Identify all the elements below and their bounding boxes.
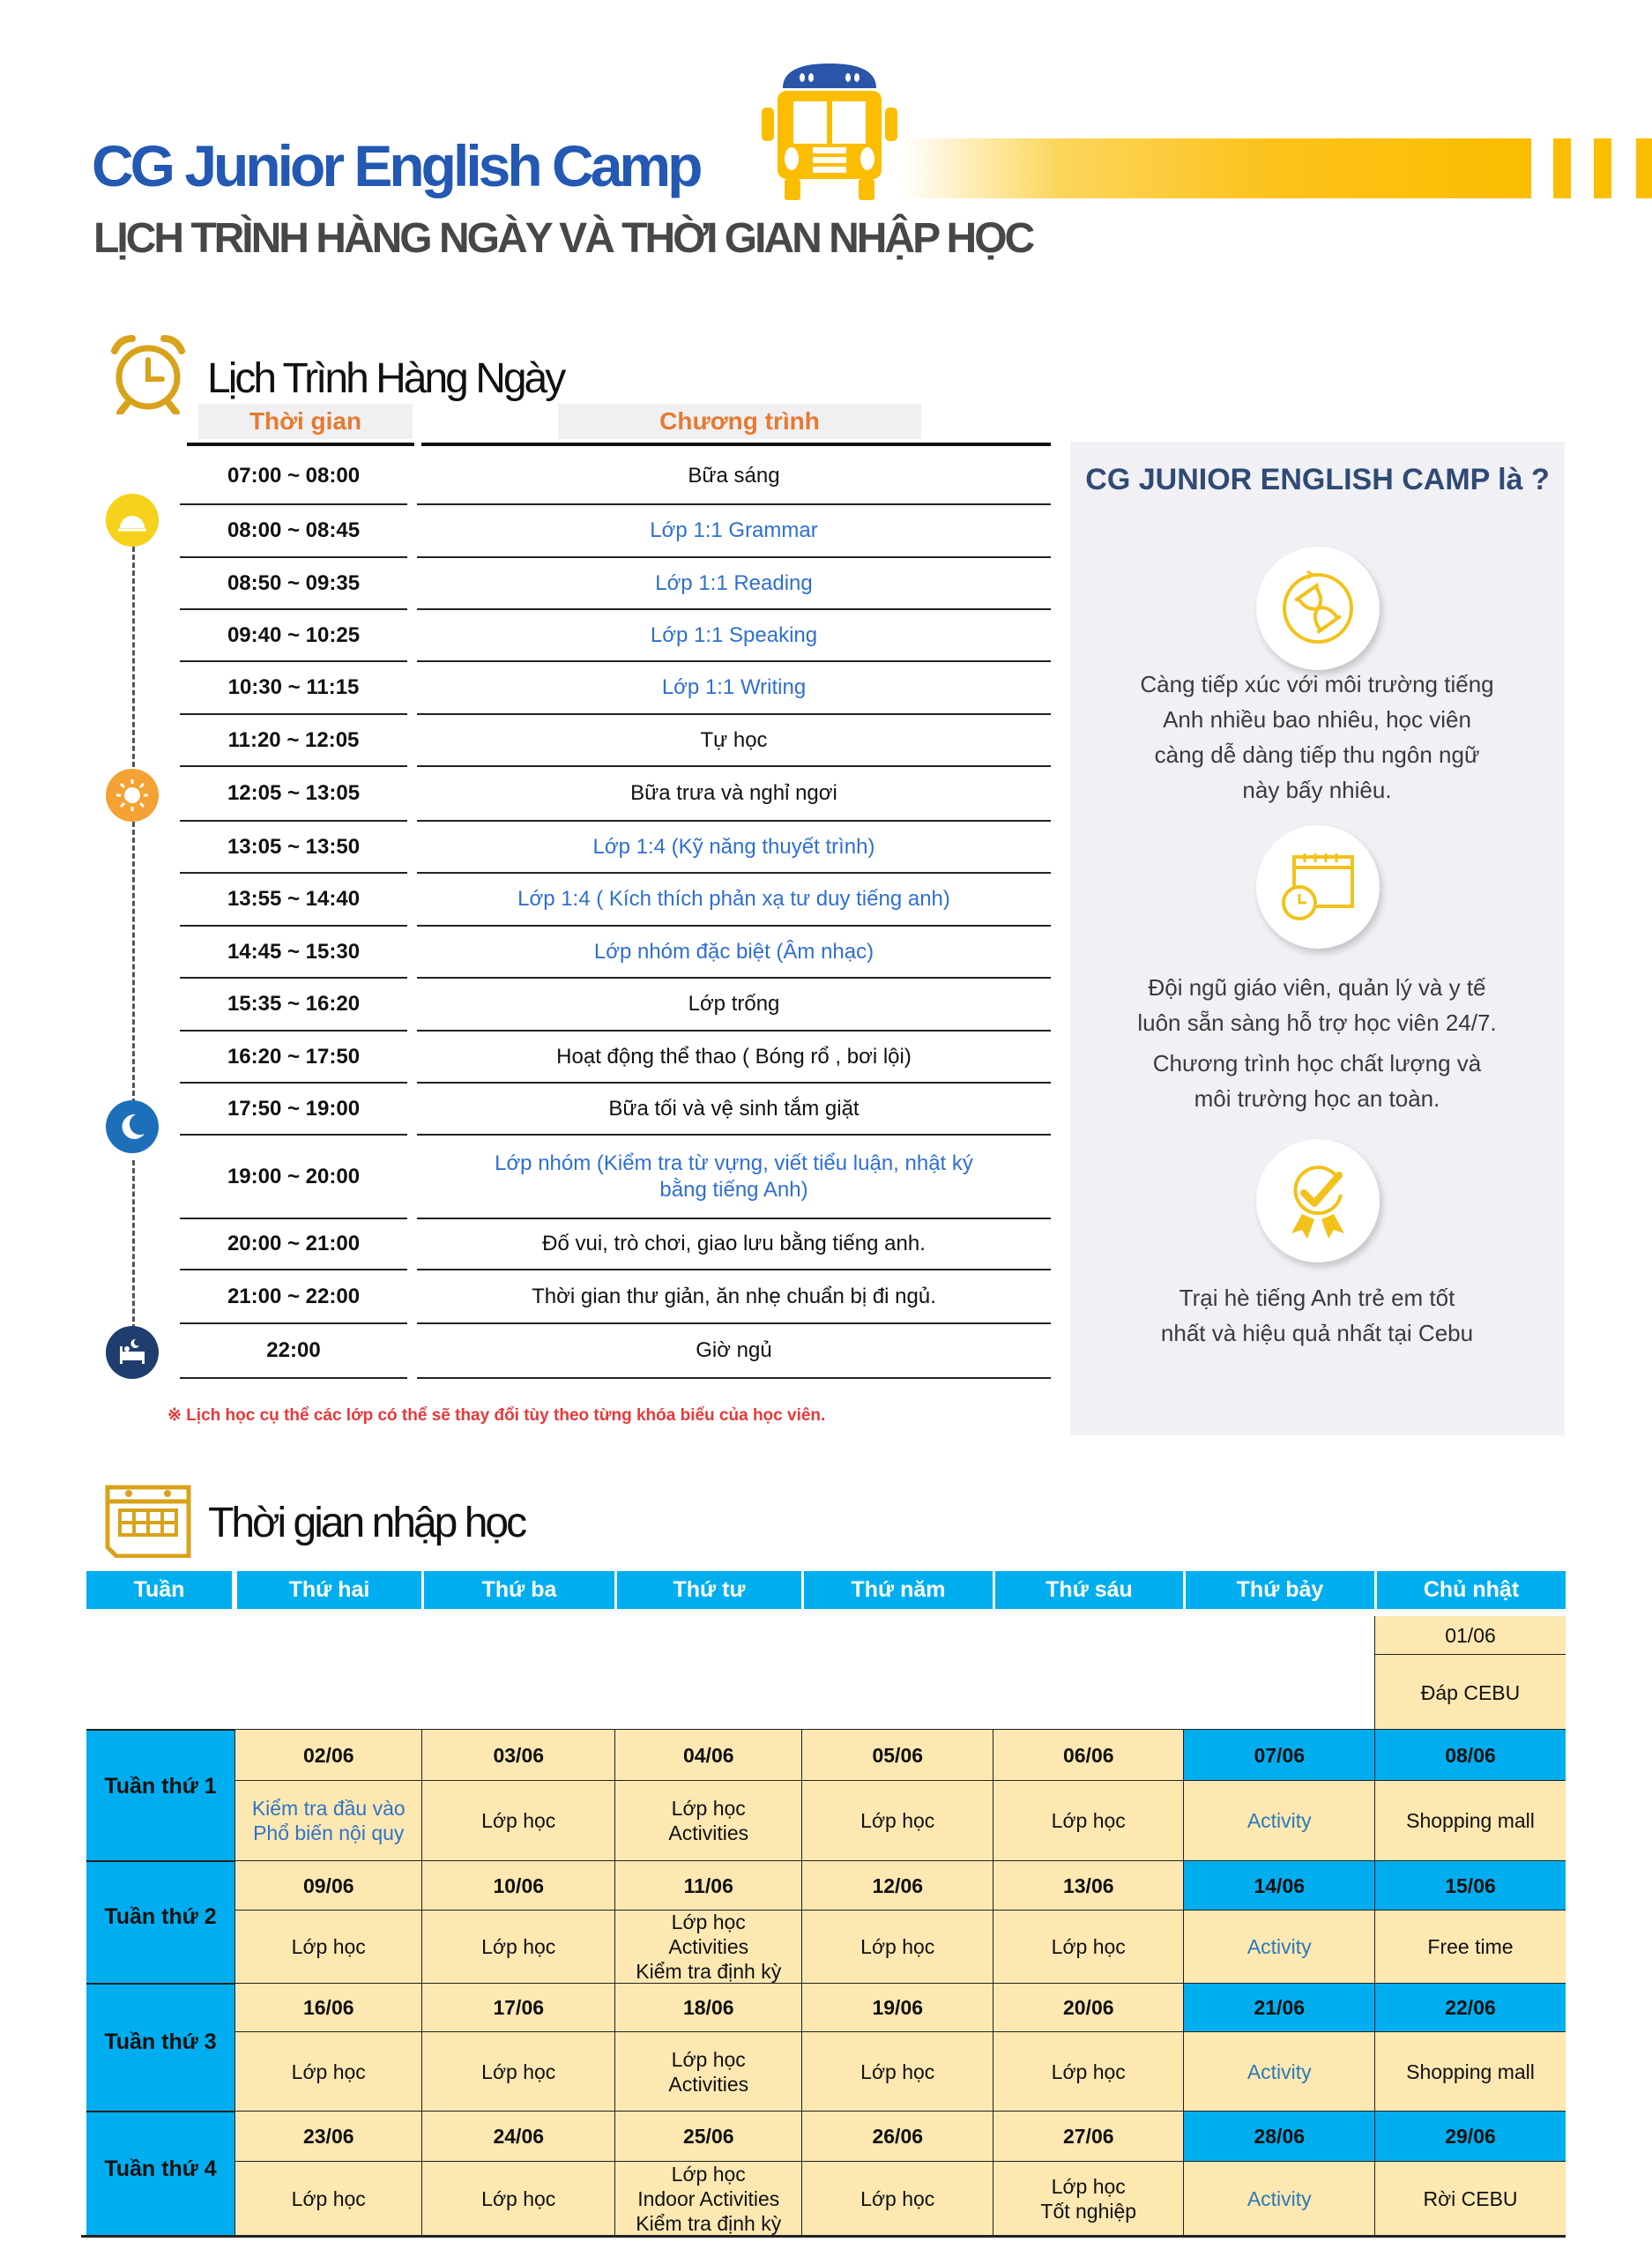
- activity-cell: [1183, 2031, 1376, 2112]
- bed-icon: [106, 1326, 159, 1379]
- activity-text: Lớp học: [291, 1935, 366, 1959]
- activity-cell: [801, 2031, 994, 2112]
- schedule-row: [180, 715, 1051, 765]
- enrollment-title: Thời gian nhập học: [208, 1500, 525, 1546]
- schedule-row: [180, 1324, 1051, 1377]
- feature-text: Càng tiếp xúc với môi trường tiếng Anh nhiều bao nhiêu, học viên càng dễ dàng tiếp thu ngôn ngữ này bấy nhiêu.: [1140, 671, 1494, 803]
- sun-icon: [106, 769, 159, 822]
- activity-text: Lớp học Activities Kiểm tra định kỳ: [636, 1911, 782, 1984]
- activity-text: Activity: [1246, 2187, 1312, 2211]
- schedule-row: [180, 1270, 1051, 1322]
- schedule-program: Bữa tối và vệ sinh tắm giặt: [608, 1096, 859, 1121]
- activity-text: Lớp học Indoor Activities Kiểm tra định kỳ: [636, 2163, 782, 2236]
- activity-cell: [1374, 2031, 1566, 2112]
- date-cell: 28/06: [1183, 2111, 1376, 2163]
- schedule-program: Lớp 1:1 Writing: [661, 675, 807, 699]
- activity-text: Rời CEBU: [1423, 2187, 1518, 2211]
- schedule-time: 13:55 ~ 14:40: [227, 887, 361, 911]
- schedule-time: 12:05 ~ 13:05: [227, 781, 361, 805]
- activity-text: Lớp học Activities: [668, 1797, 749, 1845]
- date-cell: 12/06: [801, 1860, 994, 1911]
- schedule-row: [180, 448, 1051, 503]
- activity-text: Lớp học: [860, 1935, 935, 1959]
- activity-cell: [1374, 2161, 1566, 2238]
- activity-text: Activity: [1246, 1935, 1312, 1959]
- stripe-decoration: [1594, 138, 1611, 198]
- date-cell: 20/06: [993, 1983, 1185, 2033]
- activity-text: Lớp học: [1051, 2060, 1126, 2083]
- date-cell: 19/06: [801, 1983, 994, 2033]
- about-panel-title: CG JUNIOR ENGLISH CAMP là ?: [1085, 463, 1550, 496]
- alarm-clock-icon: [108, 333, 189, 414]
- date-cell: 24/06: [421, 2111, 616, 2163]
- schedule-row: [180, 505, 1051, 556]
- date-cell: 15/06: [1374, 1860, 1566, 1911]
- schedule-program: Lớp 1:1 Reading: [655, 570, 813, 595]
- activity-cell: [1374, 1910, 1566, 1985]
- schedule-row: [180, 1219, 1051, 1269]
- activity-cell: [421, 1780, 616, 1862]
- day-header: Thứ hai: [237, 1571, 421, 1609]
- sunrise-icon: [106, 494, 159, 547]
- stripe-decoration: [1636, 138, 1652, 198]
- schedule-time: 08:50 ~ 09:35: [227, 570, 361, 595]
- school-bus-icon: [756, 62, 903, 201]
- arrival-date: 01/06: [1374, 1616, 1566, 1656]
- activity-cell: [234, 2031, 423, 2112]
- activity-text: Lớp học: [481, 2060, 556, 2083]
- day-header: Thứ năm: [804, 1571, 993, 1609]
- calendar-icon: [104, 1482, 192, 1558]
- activity-text: Lớp học: [1051, 1809, 1126, 1833]
- schedule-time: 21:00 ~ 22:00: [227, 1284, 361, 1308]
- schedule-time: 11:20 ~ 12:05: [227, 727, 360, 752]
- activity-cell: [993, 1780, 1185, 1862]
- schedule-note: ※ Lịch học cụ thể các lớp có thể sẽ thay đổi tùy theo từng khóa biểu của học viên.: [167, 1406, 826, 1425]
- activity-cell: [421, 1910, 616, 1985]
- date-cell: 02/06: [234, 1729, 423, 1782]
- schedule-program: Lớp 1:4 (Kỹ năng thuyết trình): [592, 834, 875, 859]
- brand-title: CG Junior English Camp: [92, 133, 700, 198]
- activity-cell: [234, 2161, 423, 2238]
- activity-text: Lớp học: [481, 1809, 556, 1833]
- date-cell: 21/06: [1183, 1983, 1376, 2033]
- schedule-program: Hoạt động thể thao ( Bóng rổ , bơi lội): [556, 1044, 912, 1069]
- activity-text: Lớp học: [481, 2187, 556, 2211]
- week-label: Tuần thứ 3: [86, 1983, 234, 2111]
- schedule-program: Lớp trống: [688, 992, 780, 1016]
- schedule-program: Thời gian thư giản, ăn nhẹ chuẩn bị đi ngủ.: [532, 1284, 936, 1308]
- schedule-row: [180, 558, 1051, 608]
- col-header-program: Chương trình: [558, 404, 921, 439]
- date-cell: 27/06: [993, 2111, 1185, 2163]
- date-cell: 17/06: [421, 1983, 616, 2033]
- schedule-program: Bữa trưa và nghỉ ngơi: [630, 781, 837, 805]
- schedule-row: [180, 662, 1051, 713]
- date-cell: 13/06: [993, 1860, 1185, 1911]
- activity-cell: [234, 1910, 423, 1985]
- activity-cell: [993, 2161, 1185, 2238]
- activity-cell: [614, 1780, 803, 1862]
- day-header: Thứ bảy: [1186, 1571, 1374, 1609]
- activity-cell: [1183, 2161, 1376, 2238]
- schedule-row: [180, 979, 1051, 1030]
- date-cell: 23/06: [234, 2111, 423, 2163]
- activity-cell: [614, 2161, 803, 2238]
- row-divider: [180, 1377, 407, 1379]
- schedule-row: [180, 927, 1051, 977]
- activity-cell: [1183, 1910, 1376, 1985]
- date-cell: 04/06: [614, 1729, 803, 1782]
- date-cell: 11/06: [614, 1860, 803, 1911]
- schedule-time: 17:50 ~ 19:00: [227, 1096, 361, 1121]
- date-cell: 03/06: [421, 1729, 616, 1782]
- date-cell: 26/06: [801, 2111, 994, 2163]
- schedule-time: 14:45 ~ 15:30: [227, 939, 361, 964]
- schedule-row: [180, 874, 1051, 925]
- activity-text: Lớp học: [860, 2187, 935, 2211]
- activity-text: Lớp học: [291, 2187, 366, 2211]
- activity-text: Activity: [1246, 2060, 1312, 2083]
- schedule-program: Tự học: [700, 727, 768, 752]
- schedule-time: 22:00: [266, 1338, 321, 1362]
- date-cell: 29/06: [1374, 2111, 1566, 2163]
- date-cell: 07/06: [1183, 1729, 1376, 1782]
- activity-cell: [801, 1910, 994, 1985]
- timeline-connector: [132, 822, 135, 1104]
- schedule-program: Lớp 1:4 ( Kích thích phản xạ tư duy tiếng anh): [517, 887, 950, 911]
- header-divider: [187, 443, 414, 446]
- date-cell: 18/06: [614, 1983, 803, 2033]
- activity-text: Lớp học: [1051, 1935, 1126, 1959]
- date-cell: 09/06: [234, 1860, 423, 1911]
- schedule-row: [180, 1084, 1051, 1134]
- schedule-program: Bữa sáng: [688, 463, 780, 488]
- activity-cell: [801, 1780, 994, 1862]
- schedule-time: 15:35 ~ 16:20: [227, 992, 361, 1016]
- date-cell: 22/06: [1374, 1983, 1566, 2033]
- schedule-time: 13:05 ~ 13:50: [227, 834, 361, 859]
- activity-cell: [614, 1910, 803, 1985]
- activity-text: Free time: [1427, 1935, 1514, 1959]
- schedule-time: 10:30 ~ 11:15: [227, 675, 360, 699]
- activity-text: Lớp học: [481, 1935, 556, 1959]
- day-header: Thứ ba: [424, 1571, 614, 1609]
- activity-text: Lớp học: [860, 2060, 935, 2083]
- schedule-row: [180, 1032, 1051, 1082]
- feature-text: Trại hè tiếng Anh trẻ em tốt nhất và hiệu quả nhất tại Cebu: [1160, 1285, 1474, 1346]
- moon-icon: [106, 1100, 159, 1153]
- activity-cell: [614, 2031, 803, 2112]
- daily-schedule-title: Lịch Trình Hàng Ngày: [207, 355, 564, 402]
- activity-cell: [421, 2031, 616, 2112]
- schedule-time: 16:20 ~ 17:50: [227, 1044, 361, 1069]
- schedule-time: 09:40 ~ 10:25: [227, 622, 361, 647]
- col-header-time: Thời gian: [198, 404, 413, 439]
- page-subtitle: LỊCH TRÌNH HÀNG NGÀY VÀ THỜI GIAN NHẬP HỌC: [93, 215, 1033, 262]
- calendar-clock-icon: [1278, 852, 1358, 922]
- schedule-program: Giờ ngủ: [696, 1338, 772, 1362]
- date-cell: 16/06: [234, 1983, 423, 2033]
- arrival-activity: Đáp CEBU: [1374, 1654, 1566, 1731]
- timeline-connector: [132, 547, 135, 767]
- date-cell: 14/06: [1183, 1860, 1376, 1911]
- activity-cell: [993, 2031, 1185, 2112]
- feature-text: Đội ngũ giáo viên, quản lý và y tế luôn sẵn sàng hỗ trợ học viên 24/7. Chương trình học chất lượng và môi trường học an toàn.: [1137, 974, 1497, 1112]
- activity-cell: [421, 2161, 616, 2238]
- table-bottom-border: [81, 2235, 1566, 2238]
- schedule-program: Lớp nhóm (Kiểm tra từ vựng, viết tiểu luận, nhật ký bằng tiếng Anh): [495, 1151, 973, 1202]
- speed-bar-decoration: [901, 138, 1531, 198]
- activity-text: Shopping mall: [1406, 2060, 1535, 2083]
- date-cell: 08/06: [1374, 1729, 1566, 1782]
- week-label: Tuần thứ 2: [86, 1860, 234, 1983]
- schedule-row: [180, 767, 1051, 820]
- hourglass-icon: [1277, 568, 1358, 649]
- timeline-connector: [132, 1160, 135, 1330]
- schedule-time: 08:00 ~ 08:45: [227, 518, 361, 542]
- schedule-program: Đố vui, trò chơi, giao lưu bằng tiếng anh.: [542, 1232, 926, 1255]
- schedule-time: 20:00 ~ 21:00: [227, 1232, 361, 1255]
- day-header: Tuần: [86, 1571, 232, 1609]
- date-cell: 06/06: [993, 1729, 1185, 1782]
- feature-icon-circle: [1256, 825, 1380, 949]
- activity-cell: [993, 1910, 1185, 1985]
- activity-text: Lớp học: [860, 1809, 935, 1833]
- date-cell: 05/06: [801, 1729, 994, 1782]
- header-divider: [421, 443, 1051, 446]
- schedule-row: [180, 1136, 1051, 1218]
- schedule-row: [180, 610, 1051, 660]
- schedule-program: Lớp 1:1 Grammar: [650, 518, 818, 542]
- date-cell: 25/06: [614, 2111, 803, 2163]
- day-header: Thứ tư: [617, 1571, 801, 1609]
- activity-cell: [1183, 1780, 1376, 1862]
- activity-text: Lớp học: [291, 2060, 366, 2083]
- schedule-program: Lớp nhóm đặc biệt (Âm nhạc): [593, 939, 874, 964]
- date-cell: 10/06: [421, 1860, 616, 1911]
- feature-icon-circle: [1256, 1139, 1380, 1263]
- schedule-time: 07:00 ~ 08:00: [227, 463, 361, 488]
- day-header: Thứ sáu: [995, 1571, 1183, 1609]
- stripe-decoration: [1553, 138, 1571, 198]
- activity-cell: [801, 2161, 994, 2238]
- activity-text: Lớp học Tốt nghiệp: [1040, 2175, 1137, 2223]
- schedule-time: 19:00 ~ 20:00: [227, 1164, 361, 1188]
- award-check-icon: [1283, 1163, 1353, 1239]
- schedule-row: [180, 822, 1051, 872]
- week-label: Tuần thứ 1: [86, 1729, 234, 1860]
- row-divider: [417, 1377, 1051, 1379]
- activity-text: Shopping mall: [1406, 1809, 1535, 1833]
- activity-text: Lớp học Activities: [668, 2047, 749, 2096]
- day-header: Chủ nhật: [1377, 1571, 1566, 1609]
- week-label: Tuần thứ 4: [86, 2111, 234, 2236]
- activity-text: Activity: [1246, 1809, 1312, 1833]
- activity-cell: [234, 1780, 423, 1862]
- activity-cell: [1374, 1780, 1566, 1862]
- activity-text: Kiểm tra đầu vào Phổ biến nội quy: [251, 1797, 406, 1845]
- schedule-program: Lớp 1:1 Speaking: [650, 622, 818, 647]
- feature-icon-circle: [1256, 547, 1380, 670]
